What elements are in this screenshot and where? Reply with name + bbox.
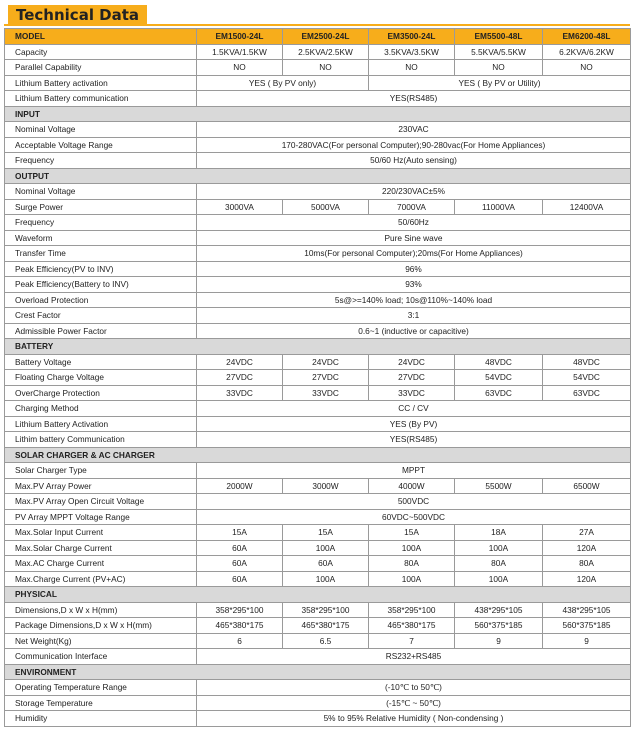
value-cell: 0.6~1 (inductive or capacitive) xyxy=(197,323,631,339)
value-cell: 560*375*185 xyxy=(543,618,631,634)
value-cell: YES ( By PV only) xyxy=(197,75,369,91)
row-label: Waveform xyxy=(5,230,197,246)
value-cell: 33VDC xyxy=(283,385,369,401)
table-row xyxy=(5,556,631,572)
value-cell: 27A xyxy=(543,525,631,541)
table-row xyxy=(5,354,631,370)
value-cell: 100A xyxy=(283,540,369,556)
value-cell: 5500W xyxy=(455,478,543,494)
row-label: Capacity xyxy=(5,44,197,60)
value-cell: 24VDC xyxy=(197,354,283,370)
value-cell: 100A xyxy=(283,571,369,587)
column-header: EM6200-48L xyxy=(543,29,631,45)
value-cell: 24VDC xyxy=(369,354,455,370)
table-row xyxy=(5,401,631,417)
value-cell: 54VDC xyxy=(543,370,631,386)
row-label: Surge Power xyxy=(5,199,197,215)
row-label: Charging Method xyxy=(5,401,197,417)
page-title: Technical Data xyxy=(8,5,147,26)
value-cell: 15A xyxy=(283,525,369,541)
row-label: Overload Protection xyxy=(5,292,197,308)
row-label: Max.PV Array Open Circuit Voltage xyxy=(5,494,197,510)
value-cell: 120A xyxy=(543,571,631,587)
section-title: PHYSICAL xyxy=(5,587,631,603)
value-cell: 2.5KVA/2.5KW xyxy=(283,44,369,60)
table-row xyxy=(5,44,631,60)
value-cell: 24VDC xyxy=(283,354,369,370)
table-row xyxy=(5,618,631,634)
column-header: EM3500-24L xyxy=(369,29,455,45)
table-row xyxy=(5,60,631,76)
value-cell: 4000W xyxy=(369,478,455,494)
table-row xyxy=(5,509,631,525)
value-cell: MPPT xyxy=(197,463,631,479)
value-cell: 100A xyxy=(455,540,543,556)
value-cell: 220/230VAC±5% xyxy=(197,184,631,200)
value-cell: 27VDC xyxy=(369,370,455,386)
value-cell: 27VDC xyxy=(197,370,283,386)
value-cell: 60VDC~500VDC xyxy=(197,509,631,525)
value-cell: 60A xyxy=(197,540,283,556)
table-row xyxy=(5,695,631,711)
row-label: Lithium Battery Activation xyxy=(5,416,197,432)
row-label: Operating Temperature Range xyxy=(5,680,197,696)
table-row xyxy=(5,292,631,308)
row-label: Max.Solar Charge Current xyxy=(5,540,197,556)
table-row xyxy=(5,416,631,432)
section-header-row xyxy=(5,587,631,603)
row-label: Max.Solar Input Current xyxy=(5,525,197,541)
title-bar xyxy=(4,4,630,26)
row-label: Admissible Power Factor xyxy=(5,323,197,339)
value-cell: 358*295*100 xyxy=(283,602,369,618)
column-header: MODEL xyxy=(5,29,197,45)
row-label: PV Array MPPT Voltage Range xyxy=(5,509,197,525)
value-cell: 7 xyxy=(369,633,455,649)
row-label: Parallel Capability xyxy=(5,60,197,76)
value-cell: 120A xyxy=(543,540,631,556)
column-header: EM1500-24L xyxy=(197,29,283,45)
value-cell: 80A xyxy=(369,556,455,572)
value-cell: NO xyxy=(369,60,455,76)
spec-table-body xyxy=(5,29,631,727)
table-row xyxy=(5,323,631,339)
row-label: Frequency xyxy=(5,215,197,231)
row-label: Communication Interface xyxy=(5,649,197,665)
row-label: Transfer Time xyxy=(5,246,197,262)
table-row xyxy=(5,184,631,200)
value-cell: 48VDC xyxy=(543,354,631,370)
value-cell: 80A xyxy=(455,556,543,572)
value-cell: 170-280VAC(For personal Computer);90-280vac(For Home Appliances) xyxy=(197,137,631,153)
value-cell: 2000W xyxy=(197,478,283,494)
value-cell: 60A xyxy=(197,556,283,572)
table-row xyxy=(5,602,631,618)
row-label: Nominal Voltage xyxy=(5,184,197,200)
table-row xyxy=(5,432,631,448)
value-cell: 50/60Hz xyxy=(197,215,631,231)
value-cell: 500VDC xyxy=(197,494,631,510)
value-cell: 33VDC xyxy=(197,385,283,401)
table-row xyxy=(5,649,631,665)
table-row xyxy=(5,633,631,649)
section-header-row xyxy=(5,447,631,463)
value-cell: 3000VA xyxy=(197,199,283,215)
value-cell: 358*295*100 xyxy=(369,602,455,618)
section-header-row xyxy=(5,664,631,680)
table-row xyxy=(5,711,631,727)
value-cell: 5.5KVA/5.5KW xyxy=(455,44,543,60)
value-cell: NO xyxy=(455,60,543,76)
section-header-row xyxy=(5,106,631,122)
row-label: Net Weight(Kg) xyxy=(5,633,197,649)
spec-table xyxy=(4,28,631,727)
value-cell: 438*295*105 xyxy=(455,602,543,618)
section-title: INPUT xyxy=(5,106,631,122)
table-row xyxy=(5,122,631,138)
value-cell: 6500W xyxy=(543,478,631,494)
value-cell: Pure Sine wave xyxy=(197,230,631,246)
value-cell: 100A xyxy=(455,571,543,587)
row-label: Peak Efficiency(Battery to INV) xyxy=(5,277,197,293)
value-cell: 10ms(For personal Computer);20ms(For Home Appliances) xyxy=(197,246,631,262)
row-label: Lithium Battery communication xyxy=(5,91,197,107)
value-cell: (-10℃ to 50℃) xyxy=(197,680,631,696)
table-row xyxy=(5,525,631,541)
value-cell: 465*380*175 xyxy=(197,618,283,634)
value-cell: YES(RS485) xyxy=(197,91,631,107)
table-row xyxy=(5,308,631,324)
value-cell: YES ( By PV or Utility) xyxy=(369,75,631,91)
value-cell: 11000VA xyxy=(455,199,543,215)
value-cell: 6 xyxy=(197,633,283,649)
table-row xyxy=(5,246,631,262)
row-label: Max.Charge Current (PV+AC) xyxy=(5,571,197,587)
table-row xyxy=(5,680,631,696)
column-header: EM5500-48L xyxy=(455,29,543,45)
table-row xyxy=(5,153,631,169)
value-cell: 100A xyxy=(369,540,455,556)
row-label: Lithim battery Communication xyxy=(5,432,197,448)
value-cell: YES (By PV) xyxy=(197,416,631,432)
value-cell: 96% xyxy=(197,261,631,277)
value-cell: 48VDC xyxy=(455,354,543,370)
row-label: Floating Charge Voltage xyxy=(5,370,197,386)
value-cell: YES(RS485) xyxy=(197,432,631,448)
value-cell: NO xyxy=(283,60,369,76)
row-label: Max.PV Array Power xyxy=(5,478,197,494)
value-cell: 465*380*175 xyxy=(283,618,369,634)
row-label: Humidity xyxy=(5,711,197,727)
table-row xyxy=(5,494,631,510)
table-row xyxy=(5,385,631,401)
value-cell: 50/60 Hz(Auto sensing) xyxy=(197,153,631,169)
value-cell: 60A xyxy=(197,571,283,587)
row-label: Frequency xyxy=(5,153,197,169)
value-cell: 438*295*105 xyxy=(543,602,631,618)
value-cell: 100A xyxy=(369,571,455,587)
row-label: Package Dimensions,D x W x H(mm) xyxy=(5,618,197,634)
table-row xyxy=(5,478,631,494)
value-cell: 12400VA xyxy=(543,199,631,215)
row-label: Acceptable Voltage Range xyxy=(5,137,197,153)
table-row xyxy=(5,277,631,293)
section-title: OUTPUT xyxy=(5,168,631,184)
row-label: Lithium Battery activation xyxy=(5,75,197,91)
row-label: Nominal Voltage xyxy=(5,122,197,138)
value-cell: 465*380*175 xyxy=(369,618,455,634)
row-label: Crest Factor xyxy=(5,308,197,324)
value-cell: 5% to 95% Relative Humidity ( Non-condensing ) xyxy=(197,711,631,727)
table-row xyxy=(5,75,631,91)
value-cell: 63VDC xyxy=(543,385,631,401)
value-cell: 18A xyxy=(455,525,543,541)
value-cell: 5s@>=140% load; 10s@110%~140% load xyxy=(197,292,631,308)
value-cell: 230VAC xyxy=(197,122,631,138)
column-header: EM2500-24L xyxy=(283,29,369,45)
value-cell: 560*375*185 xyxy=(455,618,543,634)
table-row xyxy=(5,463,631,479)
value-cell: 3000W xyxy=(283,478,369,494)
section-title: SOLAR CHARGER & AC CHARGER xyxy=(5,447,631,463)
value-cell: 80A xyxy=(543,556,631,572)
value-cell: 3:1 xyxy=(197,308,631,324)
value-cell: 1.5KVA/1.5KW xyxy=(197,44,283,60)
section-title: BATTERY xyxy=(5,339,631,355)
value-cell: 27VDC xyxy=(283,370,369,386)
table-row xyxy=(5,230,631,246)
model-header-row xyxy=(5,29,631,45)
value-cell: 3.5KVA/3.5KW xyxy=(369,44,455,60)
row-label: Max.AC Charge Current xyxy=(5,556,197,572)
title-underline xyxy=(4,24,630,26)
row-label: OverCharge Protection xyxy=(5,385,197,401)
value-cell: 15A xyxy=(369,525,455,541)
value-cell: 60A xyxy=(283,556,369,572)
value-cell: RS232+RS485 xyxy=(197,649,631,665)
table-row xyxy=(5,571,631,587)
table-row xyxy=(5,199,631,215)
value-cell: 6.5 xyxy=(283,633,369,649)
value-cell: 54VDC xyxy=(455,370,543,386)
value-cell: 33VDC xyxy=(369,385,455,401)
row-label: Dimensions,D x W x H(mm) xyxy=(5,602,197,618)
value-cell: 93% xyxy=(197,277,631,293)
table-row xyxy=(5,215,631,231)
row-label: Storage Temperature xyxy=(5,695,197,711)
section-title: ENVIRONMENT xyxy=(5,664,631,680)
value-cell: 7000VA xyxy=(369,199,455,215)
value-cell: 15A xyxy=(197,525,283,541)
value-cell: 9 xyxy=(543,633,631,649)
table-row xyxy=(5,370,631,386)
row-label: Solar Charger Type xyxy=(5,463,197,479)
value-cell: CC / CV xyxy=(197,401,631,417)
value-cell: (-15℃ ~ 50℃) xyxy=(197,695,631,711)
value-cell: 5000VA xyxy=(283,199,369,215)
value-cell: 358*295*100 xyxy=(197,602,283,618)
table-row xyxy=(5,540,631,556)
row-label: Battery Voltage xyxy=(5,354,197,370)
row-label: Peak Efficiency(PV to INV) xyxy=(5,261,197,277)
table-row xyxy=(5,261,631,277)
value-cell: 6.2KVA/6.2KW xyxy=(543,44,631,60)
table-row xyxy=(5,91,631,107)
value-cell: 9 xyxy=(455,633,543,649)
value-cell: NO xyxy=(543,60,631,76)
value-cell: NO xyxy=(197,60,283,76)
section-header-row xyxy=(5,339,631,355)
table-row xyxy=(5,137,631,153)
section-header-row xyxy=(5,168,631,184)
value-cell: 63VDC xyxy=(455,385,543,401)
